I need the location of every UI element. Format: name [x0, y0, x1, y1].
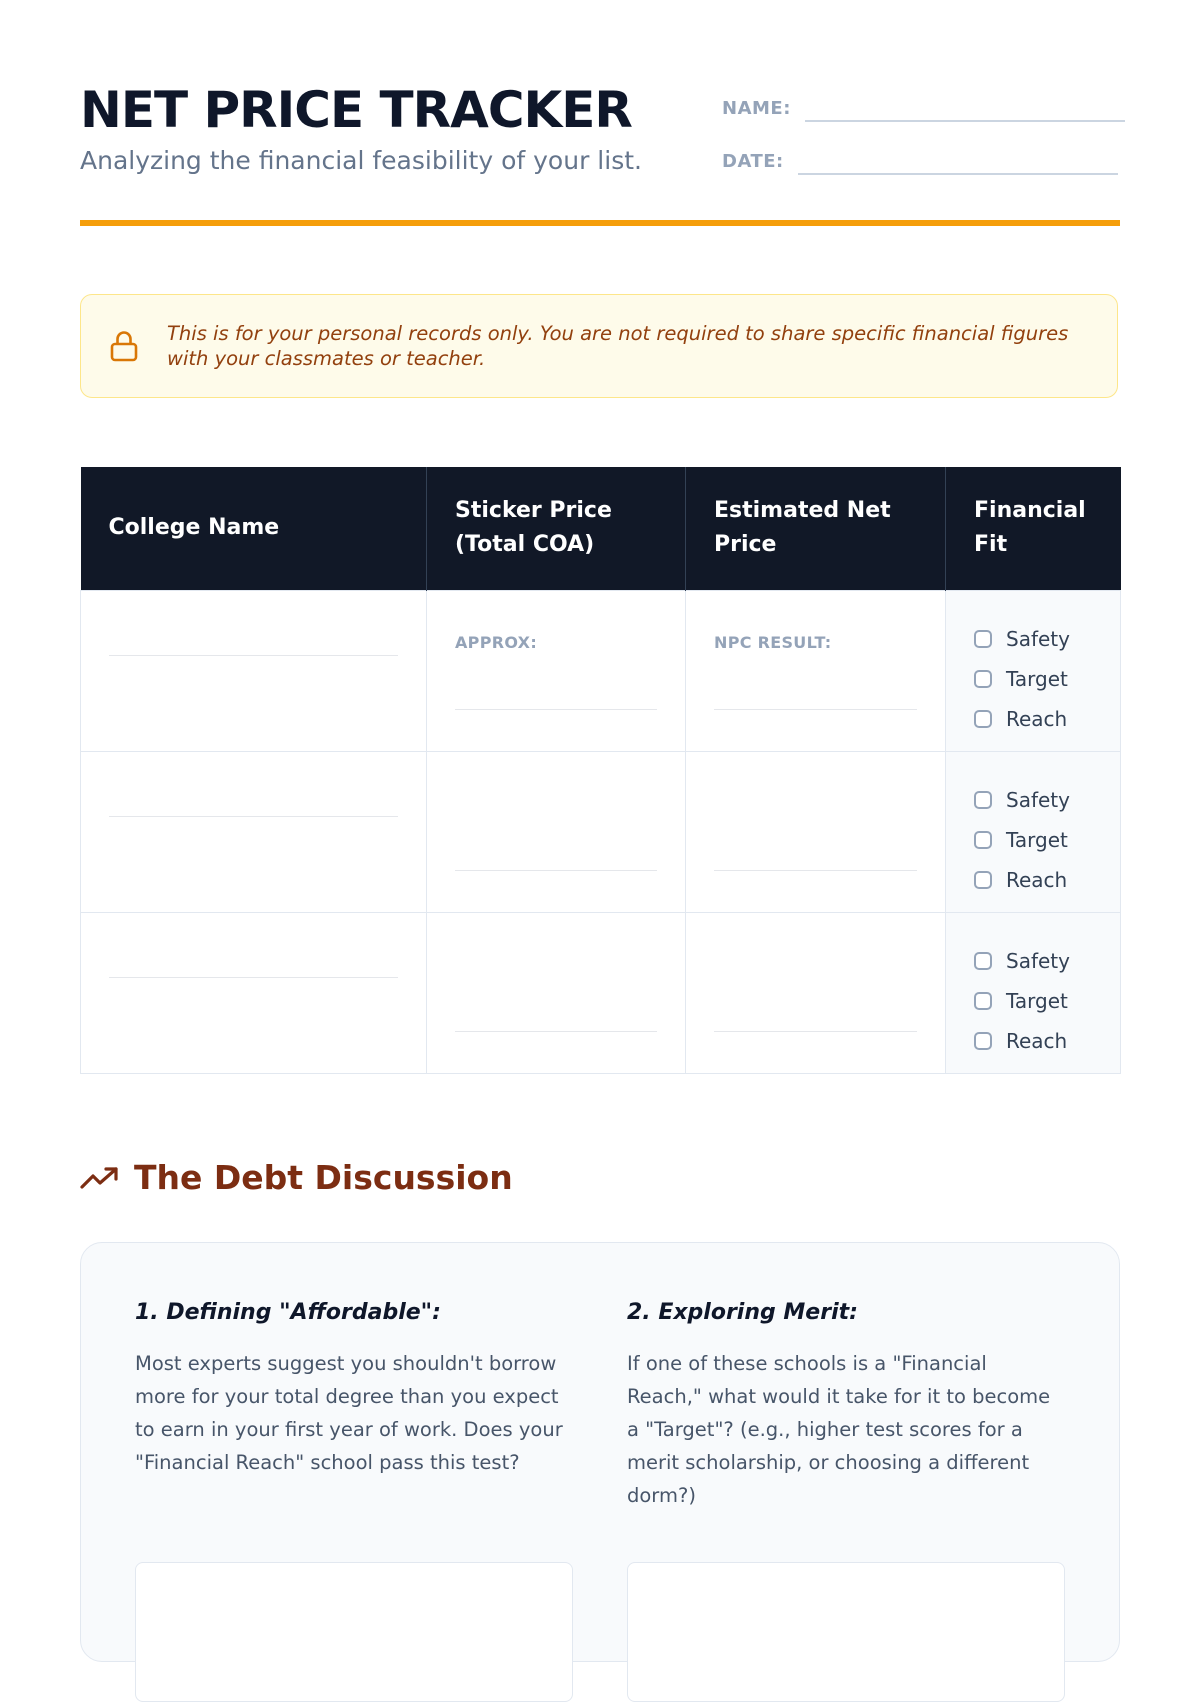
name-input-line[interactable] — [805, 92, 1125, 122]
column-header-net-price: Estimated Net Price — [686, 467, 946, 590]
net-price-line — [714, 1031, 917, 1032]
reach-checkbox[interactable] — [974, 1032, 992, 1050]
debt-section-heading — [80, 1158, 513, 1198]
lock-icon — [109, 329, 139, 363]
target-label: Target — [1006, 666, 1068, 691]
fit-option-safety[interactable] — [974, 619, 1092, 659]
approx-label: APPROX: — [455, 632, 538, 652]
net-price-cell[interactable] — [686, 751, 946, 912]
date-label: DATE: — [722, 151, 784, 172]
net-price-cell[interactable] — [686, 912, 946, 1073]
reach-label: Reach — [1006, 867, 1068, 892]
table-row — [81, 912, 1121, 1073]
fit-option-target[interactable] — [974, 820, 1092, 860]
financial-fit-cell — [946, 751, 1121, 912]
sticker-price-line — [455, 1031, 657, 1032]
table-row — [81, 751, 1121, 912]
financial-fit-cell — [946, 912, 1121, 1073]
sticker-price-cell[interactable] — [427, 590, 686, 751]
fit-option-target[interactable] — [974, 981, 1092, 1021]
question-merit — [627, 1297, 1067, 1512]
header-divider — [80, 220, 1120, 226]
sticker-price-cell[interactable] — [427, 912, 686, 1073]
question-body: If one of these schools is a "Financial Reach," what would it take for it to become a "Target"? (e.g., higher test scores for a merit scholarship, or choosing a different dorm?) — [627, 1352, 1051, 1507]
answer-box-merit[interactable] — [627, 1562, 1065, 1702]
page-title: NET PRICE TRACKER — [80, 81, 632, 139]
target-label: Target — [1006, 827, 1068, 852]
date-field — [722, 145, 1118, 175]
net-price-cell[interactable] — [686, 590, 946, 751]
college-name-line — [109, 816, 398, 817]
safety-label: Safety — [1006, 626, 1070, 651]
net-price-line — [714, 709, 917, 710]
safety-label: Safety — [1006, 948, 1070, 973]
column-header-college: College Name — [81, 467, 427, 590]
safety-checkbox[interactable] — [974, 791, 992, 809]
sticker-price-cell[interactable] — [427, 751, 686, 912]
privacy-notice — [80, 294, 1118, 398]
question-title: 1. Defining "Affordable": — [135, 1300, 441, 1325]
fit-option-reach[interactable] — [974, 1021, 1092, 1061]
college-name-line — [109, 977, 398, 978]
college-name-cell[interactable] — [81, 751, 427, 912]
reach-checkbox[interactable] — [974, 710, 992, 728]
privacy-notice-text: This is for your personal records only. You are not required to share specific financial figures with your classmates or teacher. — [167, 322, 1069, 370]
question-title: 2. Exploring Merit: — [627, 1300, 858, 1325]
fit-option-reach[interactable] — [974, 860, 1092, 900]
target-checkbox[interactable] — [974, 831, 992, 849]
debt-section-title: The Debt Discussion — [134, 1158, 513, 1197]
column-header-financial-fit: Financial Fit — [946, 467, 1121, 590]
reach-label: Reach — [1006, 706, 1068, 731]
sticker-price-line — [455, 709, 657, 710]
fit-option-safety[interactable] — [974, 941, 1092, 981]
page-header — [80, 0, 1120, 228]
fit-option-reach[interactable] — [974, 699, 1092, 739]
trending-up-icon — [80, 1163, 120, 1193]
table-row — [81, 590, 1121, 751]
reach-checkbox[interactable] — [974, 871, 992, 889]
college-name-line — [109, 655, 398, 656]
target-label: Target — [1006, 988, 1068, 1013]
safety-checkbox[interactable] — [974, 952, 992, 970]
table-header-row — [81, 467, 1121, 590]
answer-box-affordable[interactable] — [135, 1562, 573, 1702]
column-header-sticker-price: Sticker Price (Total COA) — [427, 467, 686, 590]
name-label: NAME: — [722, 98, 791, 119]
college-name-cell[interactable] — [81, 590, 427, 751]
name-field — [722, 92, 1125, 122]
net-price-line — [714, 870, 917, 871]
worksheet-page — [80, 0, 1120, 1507]
target-checkbox[interactable] — [974, 670, 992, 688]
college-name-cell[interactable] — [81, 912, 427, 1073]
fit-option-target[interactable] — [974, 659, 1092, 699]
npc-result-label: NPC RESULT: — [714, 632, 832, 652]
net-price-table — [80, 467, 1121, 1074]
reach-label: Reach — [1006, 1028, 1068, 1053]
sticker-price-line — [455, 870, 657, 871]
safety-label: Safety — [1006, 787, 1070, 812]
target-checkbox[interactable] — [974, 992, 992, 1010]
financial-fit-cell — [946, 590, 1121, 751]
page-subtitle: Analyzing the financial feasibility of your list. — [80, 146, 642, 175]
date-input-line[interactable] — [798, 145, 1118, 175]
question-affordable — [135, 1297, 575, 1479]
debt-discussion-panel — [80, 1242, 1120, 1662]
question-body: Most experts suggest you shouldn't borrow more for your total degree than you expect to earn in your first year of work. Does your "Financial Reach" school pass this test? — [135, 1352, 563, 1474]
safety-checkbox[interactable] — [974, 630, 992, 648]
fit-option-safety[interactable] — [974, 780, 1092, 820]
